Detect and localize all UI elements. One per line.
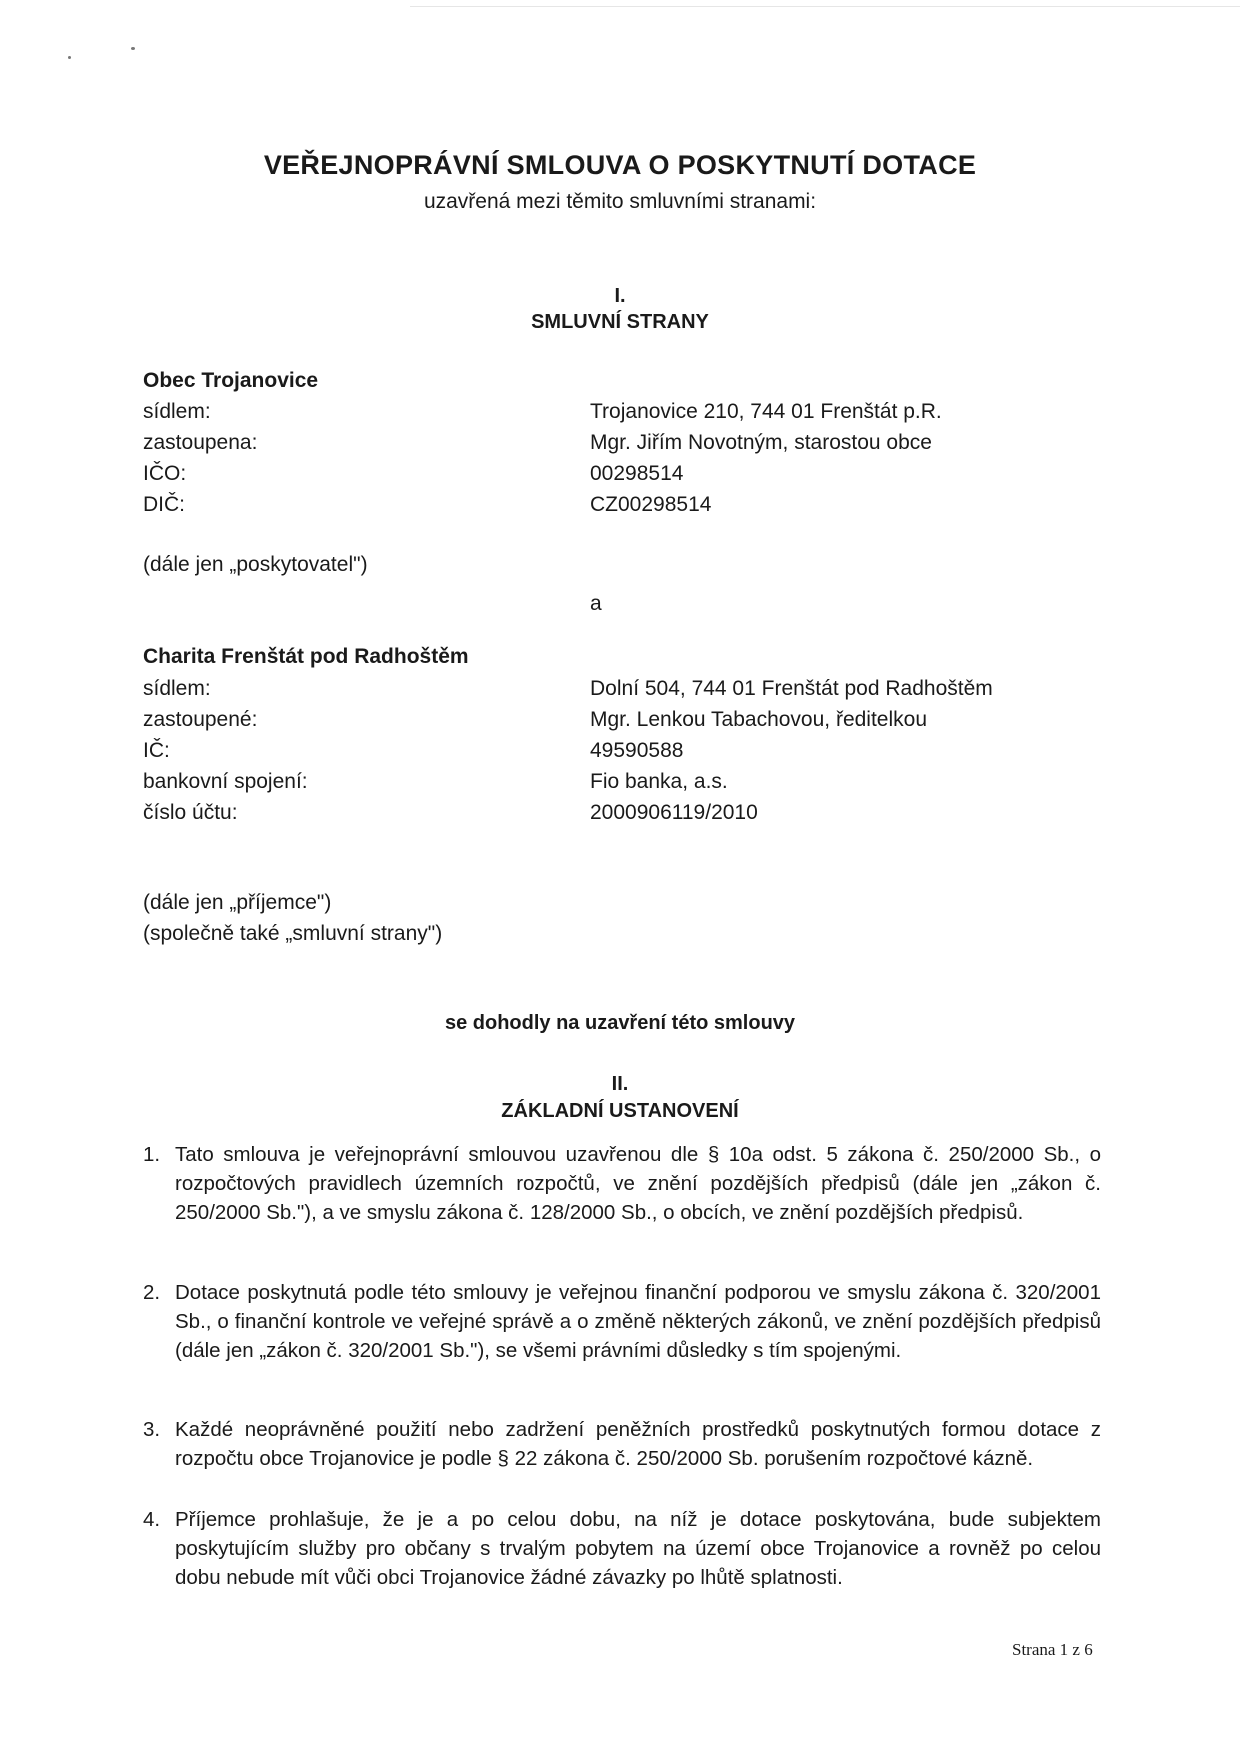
provider-name: Obec Trojanovice: [143, 369, 319, 392]
conjunction: a: [590, 592, 602, 615]
scan-speck: [131, 47, 135, 50]
provider-alias: (dále jen „poskytovatel"): [143, 553, 368, 576]
recipient-name: Charita Frenštát pod Radhoštěm: [143, 645, 469, 668]
provider-label-ico: IČO:: [143, 462, 187, 485]
list-item-number: 2.: [143, 1281, 161, 1304]
recipient-label-represented: zastoupené:: [143, 708, 258, 731]
provider-label-dic: DIČ:: [143, 493, 185, 516]
page-number: Strana 1 z 6: [1012, 1640, 1093, 1659]
list-item-text: Každé neoprávněné použití nebo zadržení peněžních prostředků poskytnutých formou dotace z rozpočtu obce Trojanovice je podle § 22 zákona č. 250/2000 Sb. porušením rozpočtové kázně.: [175, 1418, 1101, 1470]
agreement-statement: se dohodly na uzavření této smlouvy: [444, 1012, 796, 1034]
list-item-text: Příjemce prohlašuje, že je a po celou dobu, na níž je dotace poskytována, bude subjektem poskytujícím služby pro občany s trvalým pobytem na území obce Trojanovice a rovněž po celou dobu nebude mít vůči obci Trojanovice žádné závazky po lhůtě splatnosti.: [175, 1508, 1101, 1589]
scan-edge-line: [410, 6, 1240, 7]
recipient-label-account: číslo účtu:: [143, 801, 238, 824]
list-item-text: Tato smlouva je veřejnoprávní smlouvou uzavřenou dle § 10a odst. 5 zákona č. 250/2000 Sb., o rozpočtových pravidlech územních rozpočtů, ve znění pozdějších předpisů (dále jen „zákon č. 250/2000 Sb."), a ve smyslu zákona č. 128/2000 Sb., o obcích, ve znění pozdějších předpisů.: [175, 1143, 1101, 1224]
recipient-label-seat: sídlem:: [143, 677, 211, 700]
scan-speck: [68, 56, 71, 59]
document-subtitle: uzavřená mezi těmito smluvními stranami:: [423, 190, 817, 213]
provider-label-represented: zastoupena:: [143, 431, 258, 454]
provider-label-seat: sídlem:: [143, 400, 211, 423]
list-item-number: 1.: [143, 1143, 161, 1166]
recipient-value-account: 2000906119/2010: [590, 801, 758, 824]
recipient-value-seat: Dolní 504, 744 01 Frenštát pod Radhoštěm: [590, 677, 993, 700]
recipient-alias: (dále jen „příjemce"): [143, 891, 332, 914]
list-item-text: Dotace poskytnutá podle této smlouvy je veřejnou finanční podporou ve smyslu zákona č. 320/2001 Sb., o finanční kontrole ve veřejné správě a o změně některých zákonů, ve znění pozdějších předpisů (dále jen „zákon č. 320/2001 Sb."), se všemi právními důsledky s tím spojenými.: [175, 1281, 1101, 1362]
provider-value-ico: 00298514: [590, 462, 684, 485]
section-2-heading: ZÁKLADNÍ USTANOVENÍ: [501, 1100, 739, 1122]
recipient-value-represented: Mgr. Lenkou Tabachovou, ředitelkou: [590, 708, 928, 731]
section-2-numeral: II.: [611, 1073, 629, 1095]
provider-value-represented: Mgr. Jiřím Novotným, starostou obce: [590, 431, 932, 454]
parties-alias: (společně také „smluvní strany"): [143, 922, 443, 945]
provider-value-dic: CZ00298514: [590, 493, 712, 516]
recipient-value-bank: Fio banka, a.s.: [590, 770, 728, 793]
recipient-label-bank: bankovní spojení:: [143, 770, 308, 793]
recipient-label-ic: IČ:: [143, 739, 170, 762]
list-item: [143, 1278, 1101, 1365]
section-1-numeral: I.: [614, 285, 626, 307]
document-title: VEŘEJNOPRÁVNÍ SMLOUVA O POSKYTNUTÍ DOTACE: [263, 150, 977, 180]
section-1-heading: SMLUVNÍ STRANY: [531, 311, 709, 333]
provider-value-seat: Trojanovice 210, 744 01 Frenštát p.R.: [590, 400, 942, 423]
list-item: [143, 1505, 1101, 1592]
list-item-number: 4.: [143, 1508, 161, 1531]
recipient-value-ic: 49590588: [590, 739, 684, 762]
list-item: [143, 1415, 1101, 1473]
list-item-number: 3.: [143, 1418, 161, 1441]
list-item: [143, 1140, 1101, 1227]
